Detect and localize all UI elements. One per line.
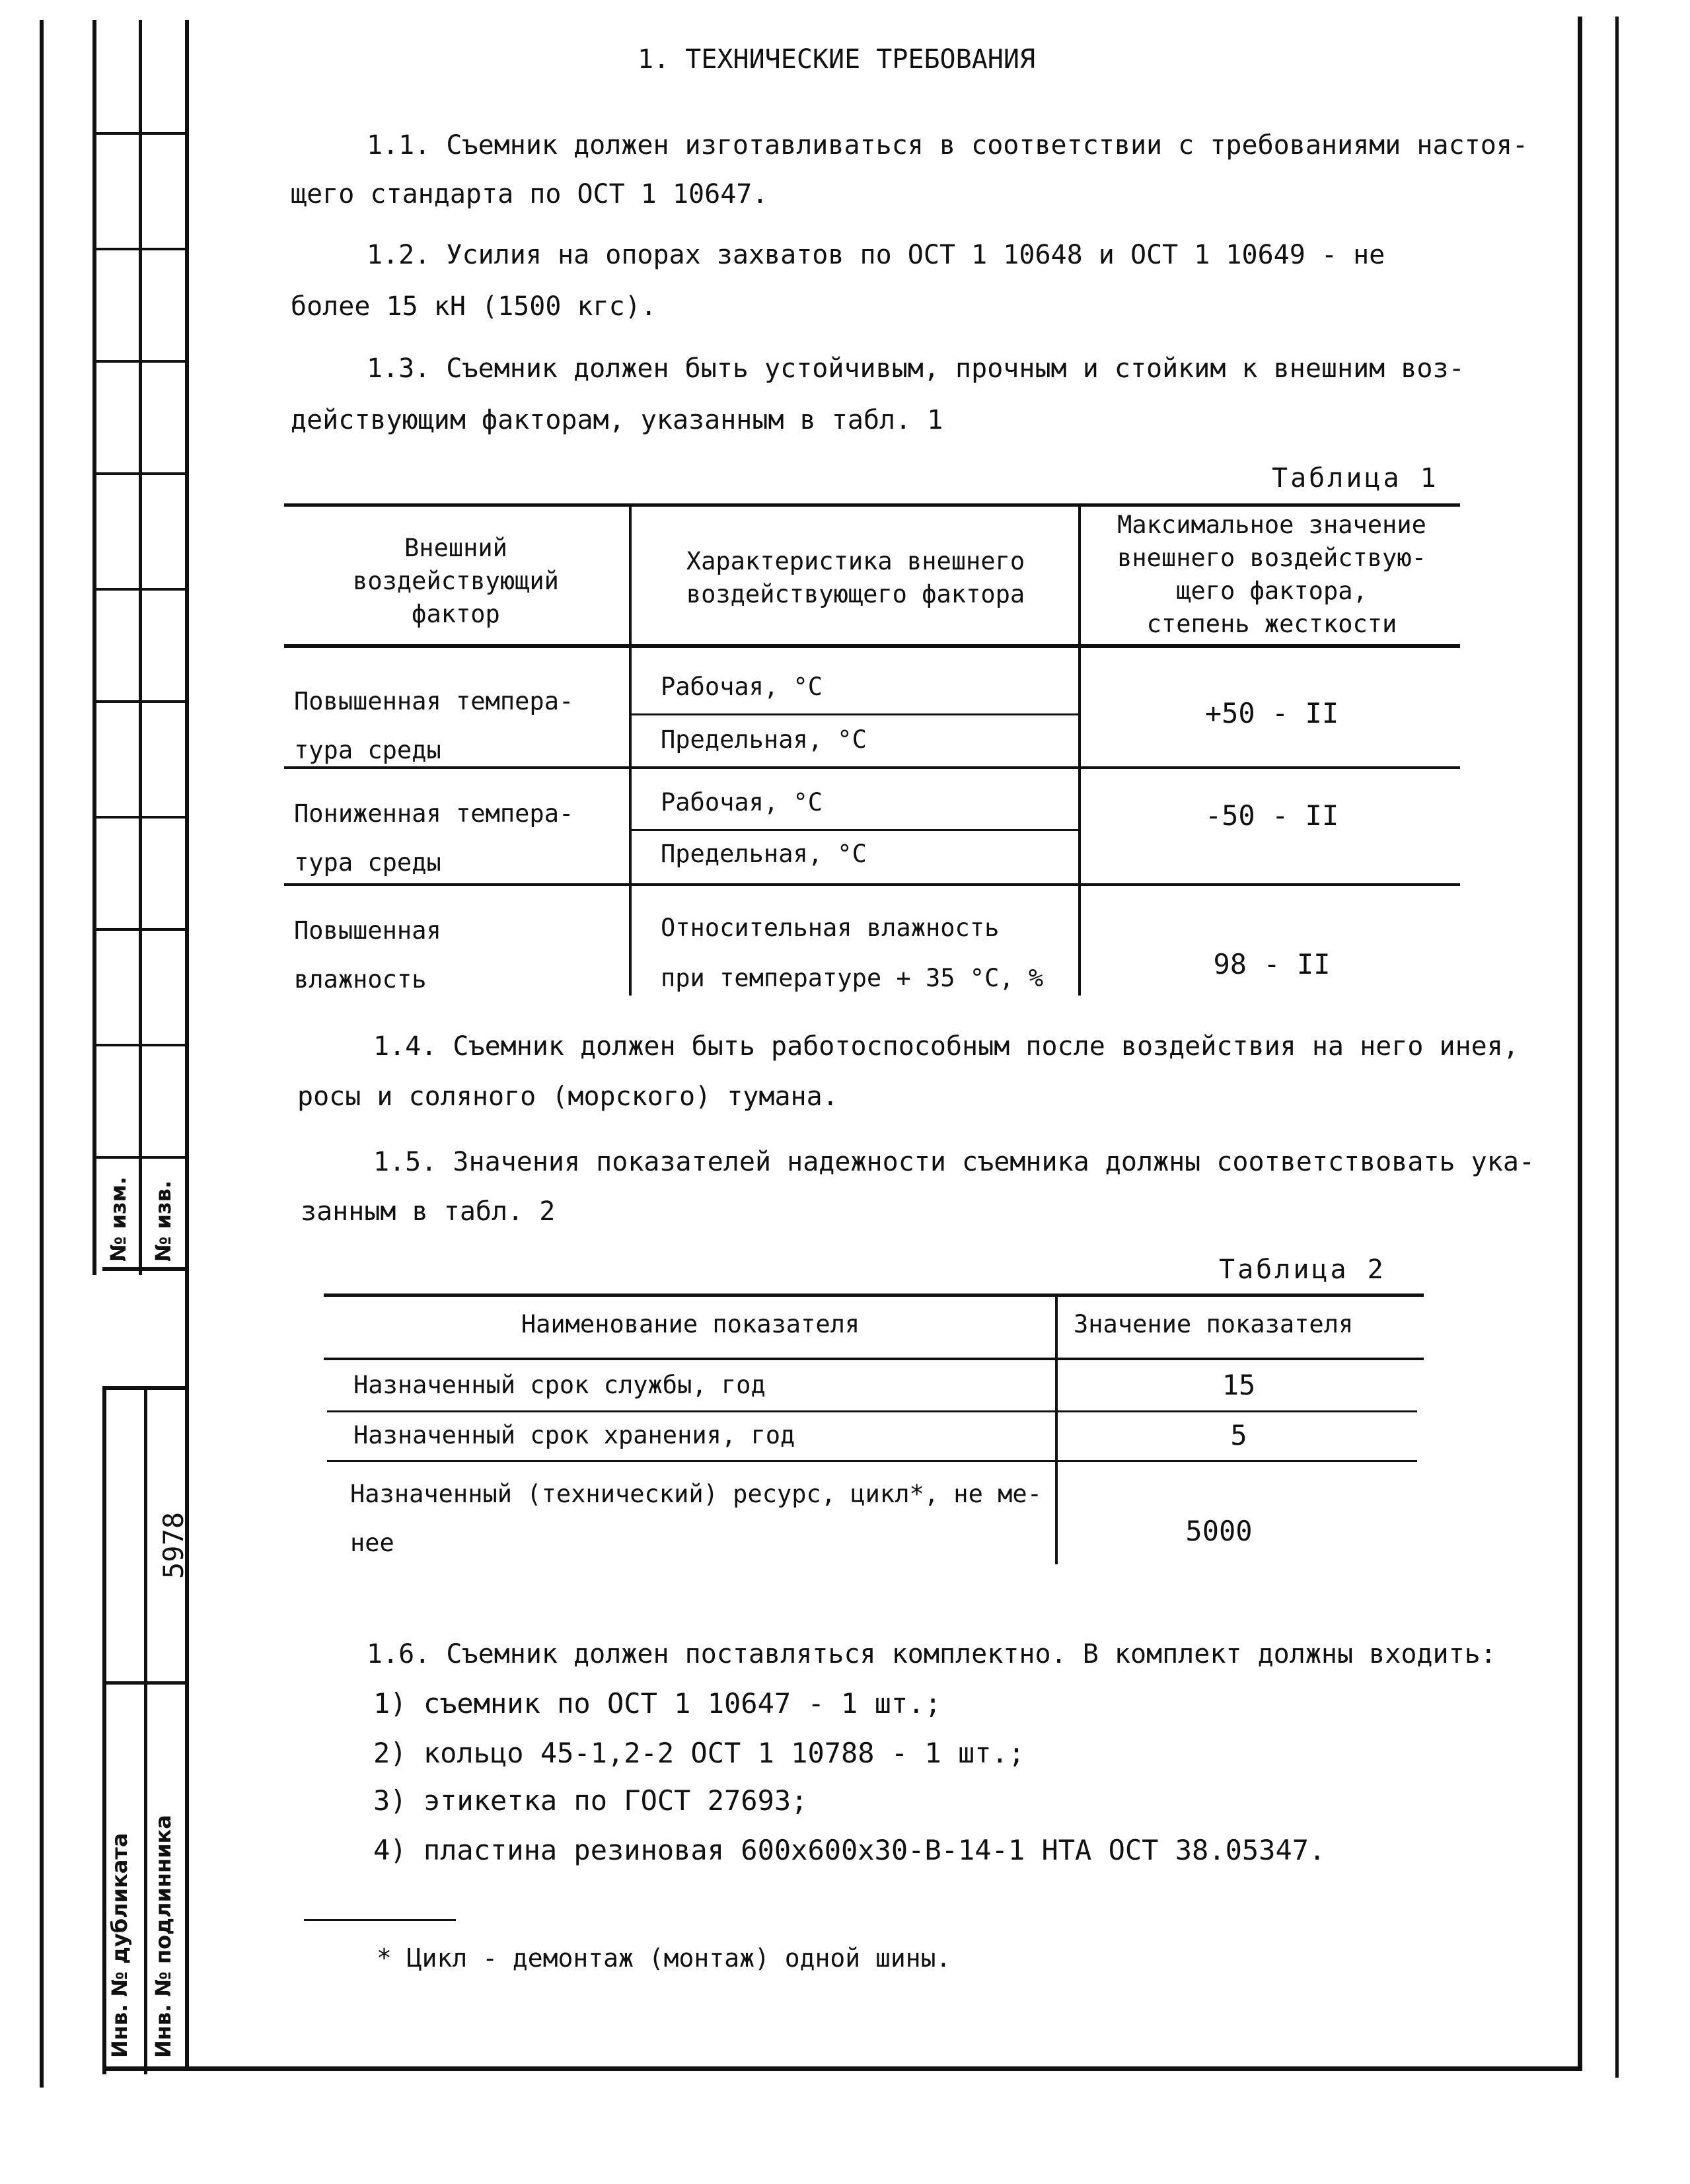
para-1-5-line2: занным в табл. 2: [301, 1196, 556, 1227]
margin-izv: № изв.: [151, 1180, 176, 1262]
para-1-5-line1: 1.5. Значения показателей надежности съемника должны соответствовать ука-: [373, 1147, 1535, 1177]
table1-header-char: Характеристика внешнего воздействующего фактора: [686, 547, 1025, 608]
table2-row1-value: 15: [1222, 1369, 1256, 1401]
para-1-1-line1: 1.1. Съемник должен изготавливаться в соответствии с требованиями настоя-: [367, 130, 1528, 161]
table1-row1-value: +50 - II: [1204, 697, 1339, 729]
footnote: * Цикл - демонтаж (монтаж) одной шины.: [377, 1944, 951, 1973]
stamp-row: [92, 360, 188, 363]
stamp-row: [92, 1044, 188, 1046]
stamp-row: [92, 816, 188, 819]
stamp-row: [92, 588, 188, 591]
table2-row1-name: Назначенный срок службы, год: [353, 1371, 766, 1399]
table1-row1-char1: Рабочая, °C: [661, 673, 823, 701]
stamp-row: [92, 700, 188, 703]
para-1-1-line2: щего стандарта по ОСТ 1 10647.: [291, 179, 768, 209]
para-1-4-line2: росы и соляного (морского) тумана.: [297, 1081, 838, 1112]
table1-row2-factor: Пониженная темпера- тура среды: [294, 799, 574, 877]
footnote-separator: [304, 1919, 456, 1921]
list-item-4: 4) пластина резиновая 600x600x30-В-14-1 НТА ОСТ 38.05347.: [373, 1834, 1326, 1866]
list-item-2: 2) кольцо 45-1,2-2 ОСТ 1 10788 - 1 шт.;: [373, 1737, 1025, 1769]
table1-row1-char2: Предельная, °C: [661, 725, 867, 754]
para-1-6: 1.6. Съемник должен поставляться комплектно. В комплект должны входить:: [367, 1639, 1496, 1669]
stamp-lower-mid: [144, 1387, 147, 2074]
para-1-3-line2: действующим факторам, указанным в табл. 1: [291, 405, 943, 435]
stamp-line-1: [92, 20, 96, 1275]
table1-row2-value: -50 - II: [1204, 799, 1339, 832]
stamp-mid-lower: [102, 1681, 188, 1685]
para-1-2-line1: 1.2. Усилия на опорах захватов по ОСТ 1 10648 и ОСТ 1 10649 - не: [367, 240, 1385, 270]
table1-row1-factor: Повышенная темпера- тура среды: [294, 687, 574, 764]
table1-caption: Таблица 1: [1272, 463, 1439, 493]
table2-header-name: Наименование показателя: [521, 1310, 860, 1338]
table2-row2-name: Назначенный срок хранения, год: [353, 1421, 795, 1449]
table1-row3-factor: Повышенная влажность: [294, 916, 441, 994]
stamp-row: [92, 928, 188, 931]
table1-header-factor: Внешний воздействующий фактор: [353, 534, 559, 628]
table1-row2-char2: Предельная, °C: [661, 840, 867, 868]
table2-header-value: Значение показателя: [1074, 1310, 1354, 1338]
stamp-row: [92, 1156, 188, 1159]
stamp-bottom: [102, 1267, 188, 1271]
list-item-3: 3) этикетка по ГОСТ 27693;: [373, 1784, 808, 1817]
stamp-row: [92, 472, 188, 475]
table1-row3-char: Относительная влажность при температуре + 35 °C, %: [661, 914, 1044, 992]
table1-row3-value: 98 - II: [1213, 948, 1331, 980]
margin-dubl: Инв. № дубликата: [107, 1833, 132, 2058]
stamp-row: [92, 248, 188, 250]
margin-number: 5978: [157, 1511, 190, 1579]
stamp-line-2: [139, 20, 142, 1275]
stamp-row: [92, 132, 188, 135]
table1-header-max: Максимальное значение внешнего воздействую- щего фактора, степень жесткости: [1117, 511, 1426, 638]
list-item-1: 1) съемник по ОСТ 1 10647 - 1 шт.;: [373, 1687, 941, 1720]
table2-row3-name: Назначенный (технический) ресурс, цикл*, не ме- нее: [350, 1480, 1042, 1557]
margin-izm: № изм.: [106, 1177, 131, 1262]
table1-row2-char1: Рабочая, °C: [661, 788, 823, 817]
table2-row2-value: 5: [1230, 1419, 1247, 1451]
para-1-2-line2: более 15 кН (1500 кгс).: [291, 291, 657, 322]
frame-right: [1578, 17, 1582, 2071]
table2-row3-value: 5000: [1185, 1515, 1253, 1547]
page-title: 1. ТЕХНИЧЕСКИЕ ТРЕБОВАНИЯ: [638, 44, 1036, 75]
stamp-top-lower: [102, 1386, 188, 1390]
frame-bottom: [102, 2066, 1582, 2071]
para-1-3-line1: 1.3. Съемник должен быть устойчивым, прочным и стойким к внешним воз-: [367, 353, 1465, 384]
page-right-edge: [1615, 17, 1619, 2078]
frame-left-outer: [40, 20, 44, 2088]
table2-caption: Таблица 2: [1219, 1255, 1386, 1285]
margin-podl: Инв. № подлинника: [151, 1815, 176, 2058]
para-1-4-line1: 1.4. Съемник должен быть работоспособным после воздействия на него инея,: [373, 1031, 1519, 1062]
stamp-lower-left: [102, 1387, 106, 2074]
